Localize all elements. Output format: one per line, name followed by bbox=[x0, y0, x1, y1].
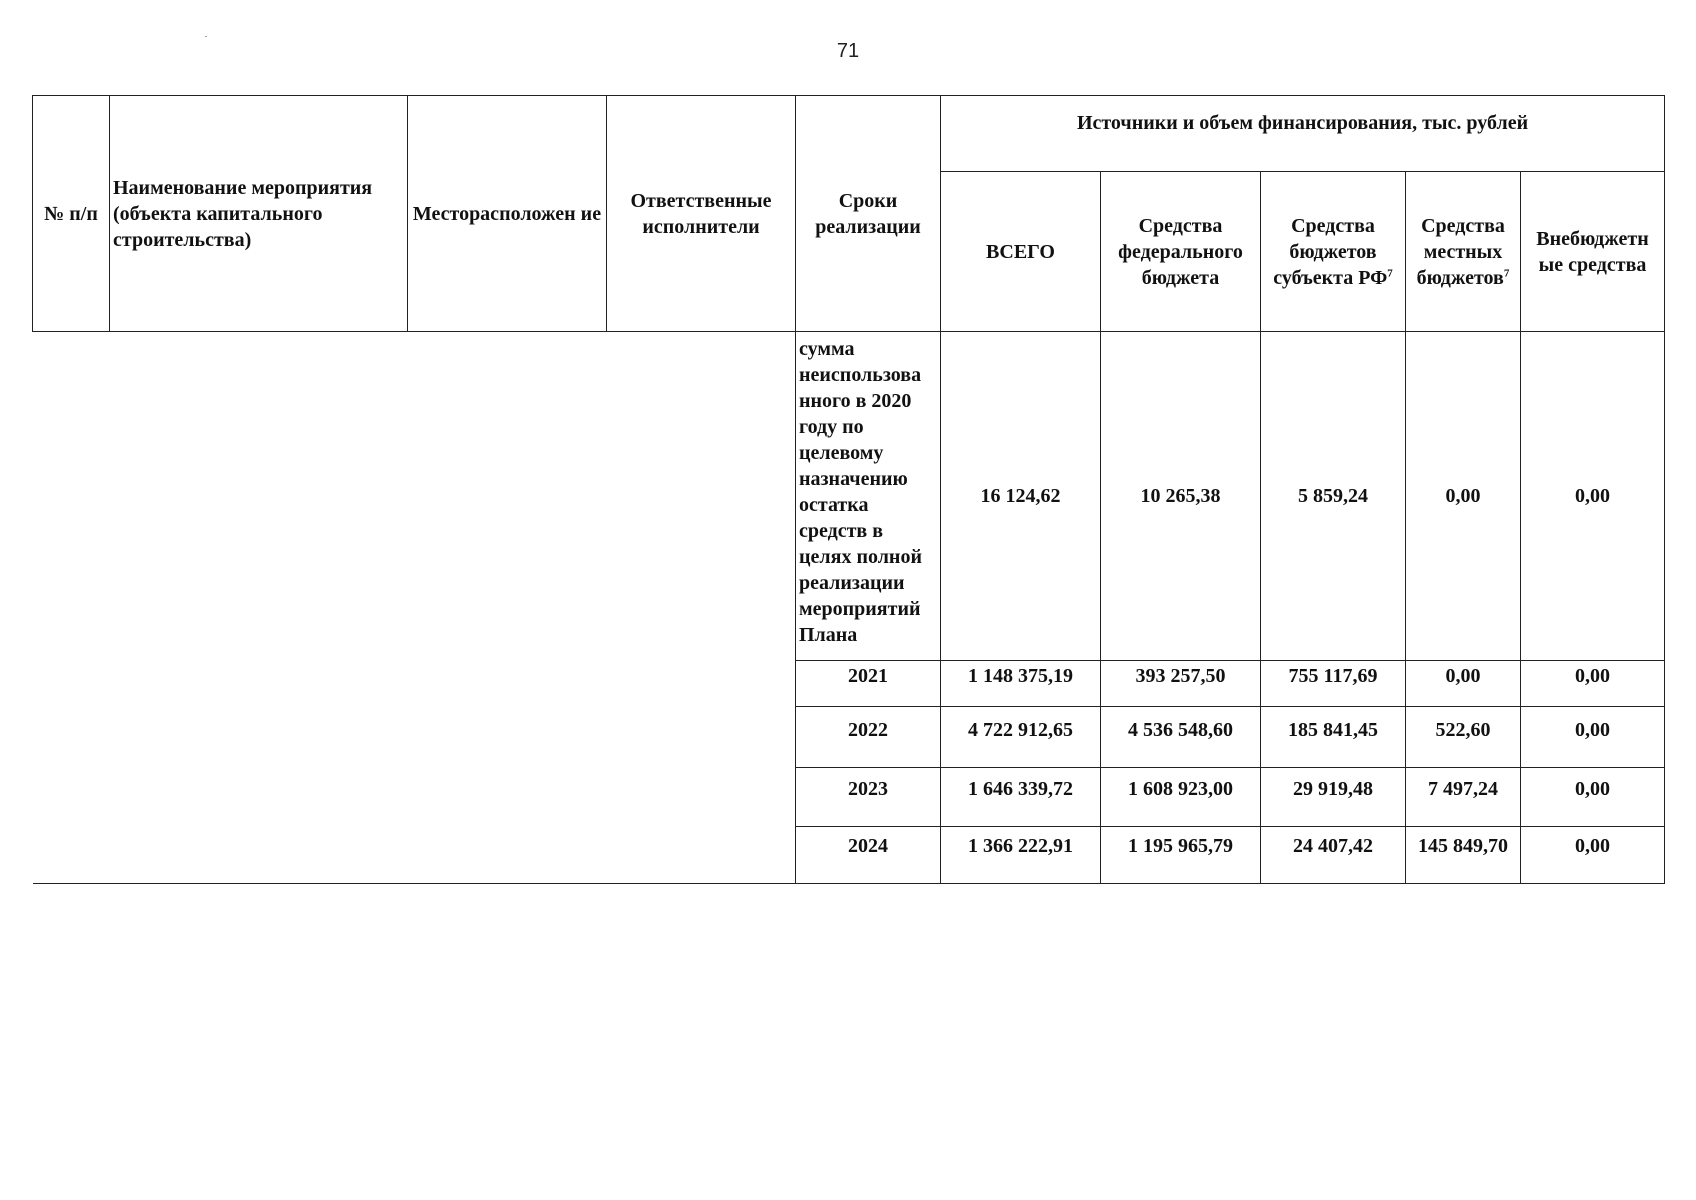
row-federal: 1 195 965,79 bbox=[1101, 827, 1261, 884]
header-regional-sup: 7 bbox=[1387, 266, 1393, 279]
scan-speck bbox=[205, 36, 207, 37]
row-federal: 393 257,50 bbox=[1101, 661, 1261, 707]
row-term: 2022 bbox=[796, 707, 941, 768]
row-term: сумма неиспользова нного в 2020 году по целевому назначению остатка средств в целях полной реализации мероприятий Плана bbox=[796, 332, 941, 661]
header-local-text: Средства местных бюджетов bbox=[1416, 214, 1505, 289]
row-term: 2021 bbox=[796, 661, 941, 707]
row-extra: 0,00 bbox=[1521, 768, 1665, 827]
row-local: 0,00 bbox=[1406, 332, 1521, 661]
row-total: 16 124,62 bbox=[941, 332, 1101, 661]
row-regional: 24 407,42 bbox=[1261, 827, 1406, 884]
row-regional: 755 117,69 bbox=[1261, 661, 1406, 707]
header-regional bbox=[1261, 172, 1406, 332]
header-num: № п/п bbox=[33, 96, 110, 332]
row-regional: 29 919,48 bbox=[1261, 768, 1406, 827]
row-federal: 1 608 923,00 bbox=[1101, 768, 1261, 827]
header-local bbox=[1406, 172, 1521, 332]
header-extra: Внебюджетн ые средства bbox=[1521, 172, 1665, 332]
row-local: 145 849,70 bbox=[1406, 827, 1521, 884]
header-local-sup: 7 bbox=[1503, 266, 1510, 279]
row-total: 4 722 912,65 bbox=[941, 707, 1101, 768]
row-regional: 185 841,45 bbox=[1261, 707, 1406, 768]
header-funding: Источники и объем финансирования, тыс. рублей bbox=[941, 96, 1665, 172]
page-number: 71 bbox=[836, 40, 860, 62]
header-row-1 bbox=[33, 96, 1665, 172]
header-total: ВСЕГО bbox=[941, 172, 1101, 332]
row-extra: 0,00 bbox=[1521, 707, 1665, 768]
row-extra: 0,00 bbox=[1521, 661, 1665, 707]
header-responsible: Ответственные исполнители bbox=[607, 96, 796, 332]
row-total: 1 646 339,72 bbox=[941, 768, 1101, 827]
financing-table bbox=[32, 95, 1665, 884]
header-location: Месторасположен ие bbox=[408, 96, 607, 332]
row-federal: 10 265,38 bbox=[1101, 332, 1261, 661]
table-row bbox=[33, 332, 1665, 661]
header-regional-text: Средства бюджетов субъекта РФ bbox=[1273, 214, 1388, 289]
row-regional: 5 859,24 bbox=[1261, 332, 1406, 661]
header-federal: Средства федерального бюджета bbox=[1101, 172, 1261, 332]
row-total: 1 366 222,91 bbox=[941, 827, 1101, 884]
header-terms: Сроки реализации bbox=[796, 96, 941, 332]
row-total: 1 148 375,19 bbox=[941, 661, 1101, 707]
empty-merged-area bbox=[33, 332, 796, 884]
row-local: 0,00 bbox=[1406, 661, 1521, 707]
row-federal: 4 536 548,60 bbox=[1101, 707, 1261, 768]
row-local: 522,60 bbox=[1406, 707, 1521, 768]
row-local: 7 497,24 bbox=[1406, 768, 1521, 827]
header-name: Наименование мероприятия (объекта капитального строительства) bbox=[110, 96, 408, 332]
row-extra: 0,00 bbox=[1521, 332, 1665, 661]
row-extra: 0,00 bbox=[1521, 827, 1665, 884]
row-term: 2024 bbox=[796, 827, 941, 884]
row-term: 2023 bbox=[796, 768, 941, 827]
